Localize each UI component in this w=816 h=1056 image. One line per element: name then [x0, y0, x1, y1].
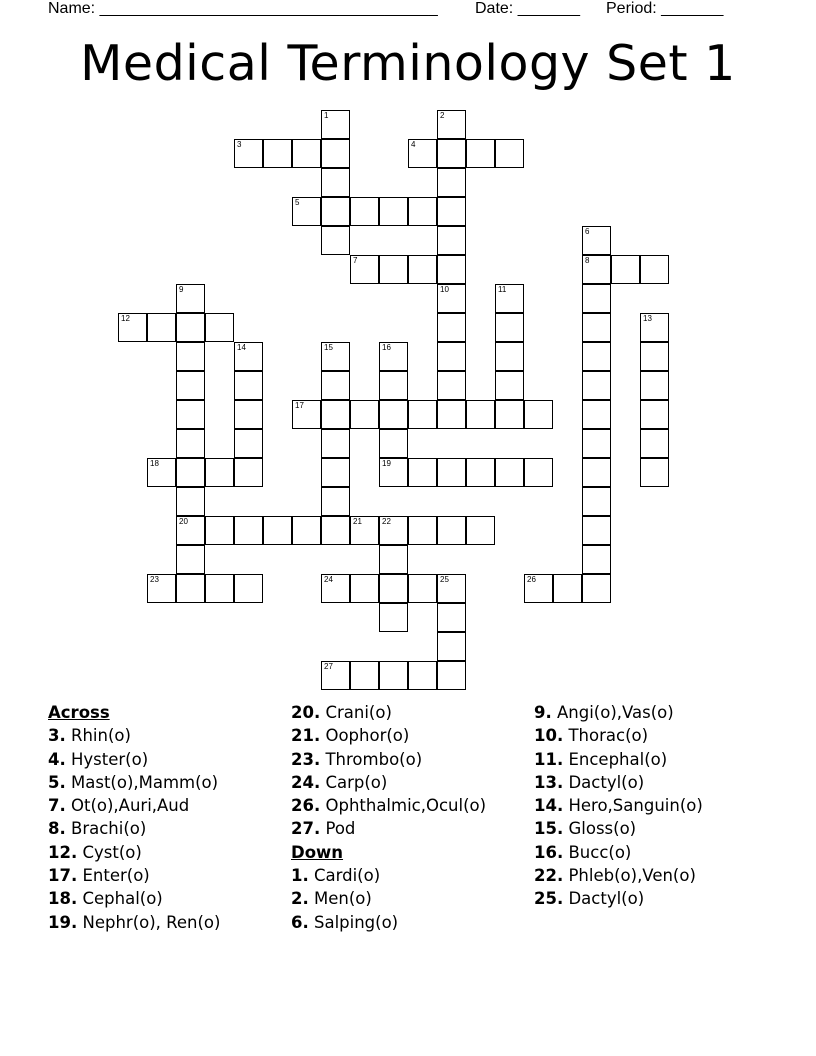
period-field: Period: _______	[606, 0, 724, 17]
clue-text: Bucc(o)	[563, 842, 632, 862]
clue-down-15	[534, 817, 703, 840]
grid-cell[interactable]	[495, 284, 524, 313]
clue-label-number: 1.	[291, 866, 309, 886]
clue-column-1	[48, 701, 220, 934]
clue-label-number: 6.	[291, 912, 309, 932]
clue-down-1	[291, 864, 486, 887]
clue-across-7	[48, 794, 220, 817]
grid-cell[interactable]	[292, 400, 321, 429]
clue-label-number: 23.	[291, 749, 321, 769]
grid-cell[interactable]	[582, 371, 611, 400]
clue-across-4	[48, 748, 220, 771]
grid-cell[interactable]	[205, 516, 234, 545]
clue-down-2	[291, 887, 486, 910]
grid-cell[interactable]	[495, 342, 524, 371]
grid-cell[interactable]	[582, 313, 611, 342]
clue-heading: Across	[48, 703, 110, 722]
grid-cell[interactable]	[524, 574, 553, 603]
grid-cell[interactable]	[437, 313, 466, 342]
grid-cell[interactable]	[292, 197, 321, 226]
grid-cell[interactable]	[408, 574, 437, 603]
grid-cell[interactable]	[234, 429, 263, 458]
clue-across-19	[48, 911, 220, 934]
clue-label-number: 18.	[48, 889, 78, 909]
grid-cell[interactable]	[379, 400, 408, 429]
grid-cell[interactable]	[553, 574, 582, 603]
clue-label-number: 16.	[534, 842, 564, 862]
grid-cell[interactable]	[379, 429, 408, 458]
clue-number: 15	[324, 343, 333, 352]
clue-text: Cephal(o)	[77, 889, 163, 909]
clue-number: 13	[643, 314, 652, 323]
grid-cell[interactable]	[408, 400, 437, 429]
grid-cell[interactable]	[437, 226, 466, 255]
grid-cell[interactable]	[437, 139, 466, 168]
grid-cell[interactable]	[437, 168, 466, 197]
clue-number: 9	[179, 285, 184, 294]
grid-cell[interactable]	[379, 458, 408, 487]
clue-text: Enter(o)	[77, 866, 150, 886]
clue-number: 3	[237, 140, 242, 149]
clue-label-number: 21.	[291, 726, 321, 746]
clue-text: Thrombo(o)	[320, 749, 423, 769]
grid-cell[interactable]	[437, 661, 466, 690]
grid-cell[interactable]	[321, 429, 350, 458]
clue-number: 19	[382, 459, 391, 468]
clue-number: 2	[440, 111, 445, 120]
clue-number: 17	[295, 401, 304, 410]
grid-cell[interactable]	[640, 400, 669, 429]
grid-cell[interactable]	[495, 458, 524, 487]
clue-label-number: 13.	[534, 772, 564, 792]
clue-text: Salping(o)	[308, 912, 399, 932]
clue-text: Ophthalmic,Ocul(o)	[320, 796, 487, 816]
grid-cell[interactable]	[495, 400, 524, 429]
grid-cell[interactable]	[466, 516, 495, 545]
grid-cell[interactable]	[350, 574, 379, 603]
grid-cell[interactable]	[582, 226, 611, 255]
grid-cell[interactable]	[263, 139, 292, 168]
clue-across-21	[291, 724, 486, 747]
grid-cell[interactable]	[176, 371, 205, 400]
grid-cell[interactable]	[437, 458, 466, 487]
clue-number: 27	[324, 662, 333, 671]
grid-cell[interactable]	[379, 603, 408, 632]
clue-text: Gloss(o)	[563, 819, 637, 839]
grid-cell[interactable]	[379, 574, 408, 603]
clue-number: 7	[353, 256, 358, 265]
grid-cell[interactable]	[582, 516, 611, 545]
clue-number: 16	[382, 343, 391, 352]
clue-label-number: 22.	[534, 866, 564, 886]
clue-number: 23	[150, 575, 159, 584]
grid-cell[interactable]	[640, 371, 669, 400]
grid-cell[interactable]	[176, 487, 205, 516]
grid-cell[interactable]	[321, 574, 350, 603]
clue-label-number: 7.	[48, 796, 66, 816]
clue-number: 1	[324, 111, 329, 120]
grid-cell[interactable]	[582, 400, 611, 429]
clue-across-27	[291, 817, 486, 840]
clue-label-number: 20.	[291, 703, 321, 722]
clue-number: 6	[585, 227, 590, 236]
clue-down-25	[534, 887, 703, 910]
clue-number: 24	[324, 575, 333, 584]
grid-cell[interactable]	[437, 516, 466, 545]
grid-cell[interactable]	[321, 226, 350, 255]
grid-cell[interactable]	[379, 661, 408, 690]
clue-across-12	[48, 841, 220, 864]
grid-cell[interactable]	[350, 400, 379, 429]
clue-number: 10	[440, 285, 449, 294]
clue-label-number: 2.	[291, 889, 309, 909]
grid-cell[interactable]	[582, 545, 611, 574]
grid-cell[interactable]	[205, 574, 234, 603]
clue-number: 25	[440, 575, 449, 584]
grid-cell[interactable]	[176, 313, 205, 342]
grid-cell[interactable]	[176, 516, 205, 545]
clue-number: 5	[295, 198, 300, 207]
grid-cell[interactable]	[495, 313, 524, 342]
clue-label-number: 11.	[534, 749, 564, 769]
grid-cell[interactable]	[466, 400, 495, 429]
clue-label-number: 3.	[48, 726, 66, 746]
grid-cell[interactable]	[379, 255, 408, 284]
clue-across-8	[48, 817, 220, 840]
grid-cell[interactable]	[611, 255, 640, 284]
grid-cell[interactable]	[321, 371, 350, 400]
clue-text: Brachi(o)	[65, 819, 147, 839]
grid-cell[interactable]	[234, 400, 263, 429]
grid-cell[interactable]	[640, 313, 669, 342]
grid-cell[interactable]	[350, 516, 379, 545]
puzzle-title: Medical Terminology Set 1	[80, 35, 736, 92]
clue-text: Pod	[320, 819, 356, 839]
clue-label-number: 27.	[291, 819, 321, 839]
clue-text: Thorac(o)	[563, 726, 649, 746]
grid-cell[interactable]	[234, 574, 263, 603]
grid-cell[interactable]	[582, 342, 611, 371]
clue-text: Men(o)	[308, 889, 372, 909]
clue-number: 8	[585, 256, 590, 265]
clue-across-20	[291, 701, 486, 724]
clue-text: Carp(o)	[320, 772, 388, 792]
clue-heading: Down	[291, 842, 344, 862]
grid-cell[interactable]	[234, 342, 263, 371]
clue-across-18	[48, 887, 220, 910]
clue-text: Ot(o),Auri,Aud	[65, 796, 190, 816]
date-field: Date: _______	[475, 0, 580, 17]
grid-cell[interactable]	[437, 632, 466, 661]
grid-cell[interactable]	[205, 458, 234, 487]
clue-label-number: 19.	[48, 912, 78, 932]
grid-cell[interactable]	[234, 458, 263, 487]
grid-cell[interactable]	[640, 342, 669, 371]
clue-number: 21	[353, 517, 362, 526]
grid-cell[interactable]	[321, 168, 350, 197]
clue-label-number: 10.	[534, 726, 564, 746]
clue-text: Phleb(o),Ven(o)	[563, 866, 696, 886]
grid-cell[interactable]	[437, 603, 466, 632]
grid-cell[interactable]	[292, 516, 321, 545]
grid-cell[interactable]	[176, 400, 205, 429]
grid-cell[interactable]	[176, 574, 205, 603]
grid-cell[interactable]	[176, 458, 205, 487]
grid-cell[interactable]	[640, 458, 669, 487]
clue-across-5	[48, 771, 220, 794]
grid-cell[interactable]	[408, 458, 437, 487]
grid-cell[interactable]	[321, 400, 350, 429]
clue-text: Hyster(o)	[65, 749, 149, 769]
grid-cell[interactable]	[408, 197, 437, 226]
clue-across-26	[291, 794, 486, 817]
grid-cell[interactable]	[437, 110, 466, 139]
grid-cell[interactable]	[176, 545, 205, 574]
clue-text: Cyst(o)	[77, 842, 142, 862]
grid-cell[interactable]	[582, 458, 611, 487]
grid-cell[interactable]	[408, 661, 437, 690]
grid-cell[interactable]	[205, 313, 234, 342]
grid-cell[interactable]	[321, 139, 350, 168]
clue-label-number: 9.	[534, 703, 552, 722]
grid-cell[interactable]	[524, 458, 553, 487]
grid-cell[interactable]	[147, 313, 176, 342]
grid-cell[interactable]	[234, 139, 263, 168]
clue-text: Cardi(o)	[308, 866, 381, 886]
clue-text: Dactyl(o)	[563, 772, 645, 792]
clue-text: Oophor(o)	[320, 726, 410, 746]
grid-cell[interactable]	[176, 284, 205, 313]
grid-cell[interactable]	[437, 255, 466, 284]
clue-label-number: 14.	[534, 796, 564, 816]
clue-text: Dactyl(o)	[563, 889, 645, 909]
name-field: Name: ______________________________________	[48, 0, 438, 17]
grid-cell[interactable]	[437, 342, 466, 371]
grid-cell[interactable]	[176, 429, 205, 458]
grid-cell[interactable]	[437, 284, 466, 313]
clue-column-3	[534, 701, 703, 911]
clue-text: Mast(o),Mamm(o)	[65, 772, 219, 792]
grid-cell[interactable]	[640, 255, 669, 284]
clue-number: 11	[498, 285, 507, 294]
clue-text: Hero,Sanguin(o)	[563, 796, 703, 816]
clue-number: 20	[179, 517, 188, 526]
clue-column-2	[291, 701, 486, 934]
grid-cell[interactable]	[495, 371, 524, 400]
clue-label-number: 17.	[48, 866, 78, 886]
grid-cell[interactable]	[321, 661, 350, 690]
grid-cell[interactable]	[524, 400, 553, 429]
grid-cell[interactable]	[321, 342, 350, 371]
clue-down-10	[534, 724, 703, 747]
clue-number: 4	[411, 140, 416, 149]
clue-across-3	[48, 724, 220, 747]
clue-number: 18	[150, 459, 159, 468]
grid-cell[interactable]	[350, 255, 379, 284]
clue-label-number: 24.	[291, 772, 321, 792]
clue-label-number: 5.	[48, 772, 66, 792]
grid-cell[interactable]	[321, 487, 350, 516]
clue-down-22	[534, 864, 703, 887]
grid-cell[interactable]	[350, 197, 379, 226]
clue-text: Angi(o),Vas(o)	[551, 703, 674, 722]
clue-down-16	[534, 841, 703, 864]
grid-cell[interactable]	[437, 197, 466, 226]
grid-cell[interactable]	[234, 516, 263, 545]
clue-down-14	[534, 794, 703, 817]
clue-label-number: 12.	[48, 842, 78, 862]
clue-down-9	[534, 701, 703, 724]
grid-cell[interactable]	[437, 574, 466, 603]
clue-label-number: 25.	[534, 889, 564, 909]
clue-text: Crani(o)	[320, 703, 392, 722]
clue-across-17	[48, 864, 220, 887]
grid-cell[interactable]	[321, 458, 350, 487]
clue-number: 22	[382, 517, 391, 526]
grid-cell[interactable]	[437, 400, 466, 429]
clue-label-number: 4.	[48, 749, 66, 769]
clue-label-number: 8.	[48, 819, 66, 839]
grid-cell[interactable]	[379, 371, 408, 400]
grid-cell[interactable]	[437, 371, 466, 400]
grid-cell[interactable]	[582, 487, 611, 516]
grid-cell[interactable]	[408, 139, 437, 168]
clue-label-number: 15.	[534, 819, 564, 839]
clue-down-11	[534, 748, 703, 771]
grid-cell[interactable]	[263, 516, 292, 545]
grid-cell[interactable]	[466, 458, 495, 487]
clue-number: 12	[121, 314, 130, 323]
clue-down-13	[534, 771, 703, 794]
clue-text: Rhin(o)	[65, 726, 131, 746]
grid-cell[interactable]	[321, 197, 350, 226]
grid-cell[interactable]	[495, 139, 524, 168]
grid-cell[interactable]	[379, 516, 408, 545]
grid-cell[interactable]	[234, 371, 263, 400]
clue-number: 26	[527, 575, 536, 584]
grid-cell[interactable]	[640, 429, 669, 458]
clue-text: Nephr(o), Ren(o)	[77, 912, 221, 932]
grid-cell[interactable]	[582, 574, 611, 603]
grid-cell[interactable]	[379, 545, 408, 574]
grid-cell[interactable]	[118, 313, 147, 342]
grid-cell[interactable]	[408, 255, 437, 284]
grid-cell[interactable]	[582, 284, 611, 313]
grid-cell[interactable]	[321, 110, 350, 139]
clue-text: Encephal(o)	[563, 749, 668, 769]
grid-cell[interactable]	[292, 139, 321, 168]
grid-cell[interactable]	[379, 197, 408, 226]
grid-cell[interactable]	[147, 574, 176, 603]
grid-cell[interactable]	[147, 458, 176, 487]
clue-across-24	[291, 771, 486, 794]
grid-cell[interactable]	[350, 661, 379, 690]
grid-cell[interactable]	[321, 516, 350, 545]
grid-cell[interactable]	[466, 139, 495, 168]
grid-cell[interactable]	[582, 255, 611, 284]
grid-cell[interactable]	[582, 429, 611, 458]
clue-label-number: 26.	[291, 796, 321, 816]
grid-cell[interactable]	[379, 342, 408, 371]
clue-number: 14	[237, 343, 246, 352]
grid-cell[interactable]	[408, 516, 437, 545]
clue-across-23	[291, 748, 486, 771]
clue-down-6	[291, 911, 486, 934]
grid-cell[interactable]	[176, 342, 205, 371]
